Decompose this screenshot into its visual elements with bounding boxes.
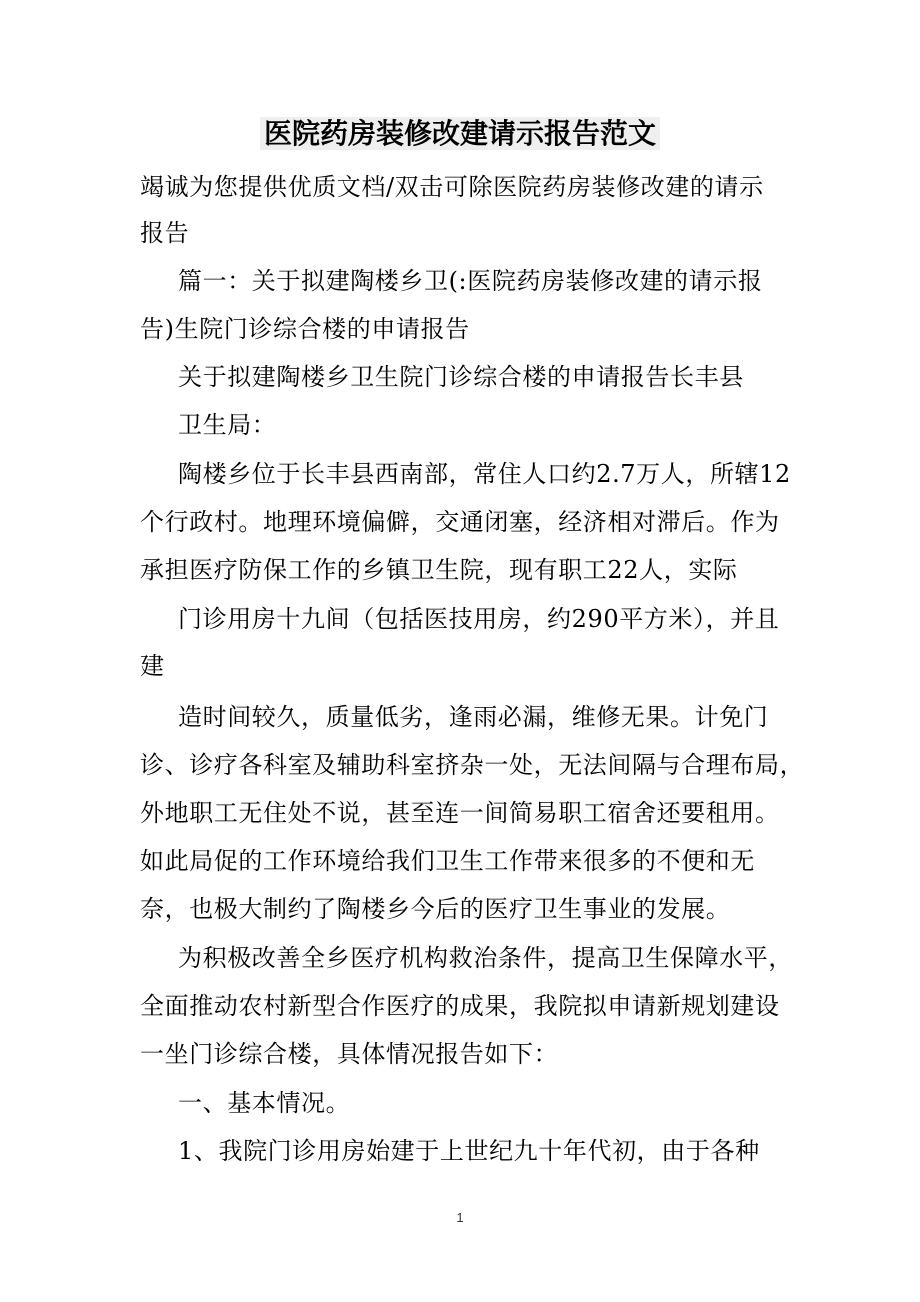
body-line-21: 1、我院门诊用房始建于上世纪九十年代初，由于各种 (178, 1137, 760, 1165)
title-text: 医院药房装修改建请示报告范文 (260, 117, 660, 150)
body-line-19: 一坐门诊综合楼，具体情况报告如下： (140, 1040, 559, 1068)
document-title (0, 112, 920, 156)
body-line-13: 诊、诊疗各科室及辅助科室挤杂一处，无法间隔与合理布局， (140, 751, 805, 779)
body-line-10: 门诊用房十九间（包括医技用房，约290平方米），并且 (178, 605, 780, 633)
body-line-7: 陶楼乡位于长丰县西南部，常住人口约2.7万人，所辖12 (178, 460, 791, 488)
body-line-16: 奈，也极大制约了陶楼乡今后的医疗卫生事业的发展。 (140, 895, 731, 923)
body-line-2: 报告 (140, 219, 190, 247)
body-line-15: 如此局促的工作环境给我们卫生工作带来很多的不便和无 (140, 847, 755, 875)
body-line-9: 承担医疗防保工作的乡镇卫生院，现有职工22人，实际 (140, 556, 738, 584)
body-line-5: 关于拟建陶楼乡卫生院门诊综合楼的申请报告长丰县 (178, 363, 744, 391)
body-line-14: 外地职工无住处不说，甚至连一间简易职工宿舍还要租用。 (140, 799, 780, 827)
body-line-11: 建 (140, 652, 165, 680)
body-line-4: 告)生院门诊综合楼的申请报告 (140, 315, 470, 343)
body-line-8: 个行政村。地理环境偏僻，交通闭塞，经济相对滞后。作为 (140, 508, 780, 536)
body-line-1: 竭诚为您提供优质文档/双击可除医院药房装修改建的请示 (140, 173, 764, 201)
page-number: 1 (456, 1210, 464, 1225)
body-line-3: 篇一：关于拟建陶楼乡卫(:医院药房装修改建的请示报 (178, 267, 763, 295)
body-line-12: 造时间较久，质量低劣，逢雨必漏，维修无果。计免门 (178, 703, 769, 731)
body-line-18: 全面推动农村新型合作医疗的成果，我院拟申请新规划建设 (140, 992, 780, 1020)
body-line-6: 卫生局： (178, 411, 277, 439)
body-line-20: 一、基本情况。 (178, 1089, 351, 1117)
body-line-17: 为积极改善全乡医疗机构救治条件，提高卫生保障水平， (178, 944, 793, 972)
